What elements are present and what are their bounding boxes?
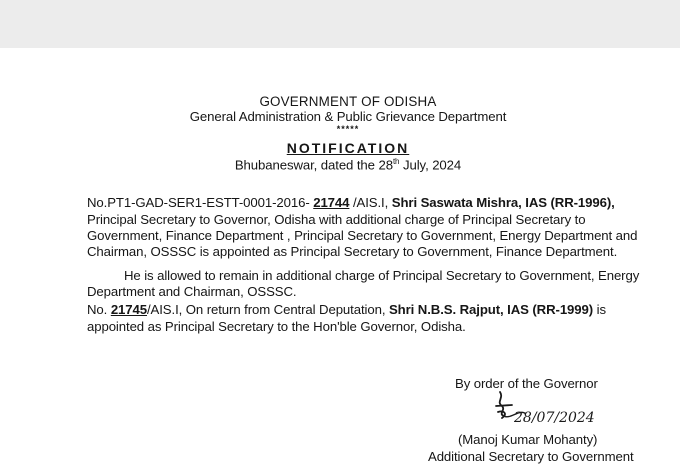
order1-para2-line1: He is allowed to remain in additional charge of Principal Secretary to Government, Energy — [124, 268, 640, 283]
separator-stars: ***** — [336, 124, 360, 134]
order2-suffix: is — [596, 302, 606, 317]
order2-line2: appointed as Principal Secretary to the Hon'ble Governor, Odisha. — [87, 319, 466, 334]
order1-number: 21744 — [313, 195, 350, 210]
signatory-designation: Additional Secretary to Government — [428, 449, 634, 464]
order2-officer-name: Shri N.B.S. Rajput, IAS (RR-1999) — [388, 302, 594, 317]
order1-line2: Principal Secretary to Governor, Odisha with additional charge of Principal Secretary to — [87, 212, 586, 227]
order1-officer-name: Shri Saswata Mishra, IAS (RR-1996), — [391, 195, 615, 210]
order2-line1 — [87, 302, 606, 318]
order1-line4: Chairman, OSSSC is appointed as Principal Secretary to Government, Finance Department. — [87, 244, 618, 259]
order1-ref-prefix: No.PT1-GAD-SER1-ESTT-0001-2016- — [87, 195, 310, 210]
top-margin-bar — [0, 0, 680, 48]
order1-line3: Government, Finance Department , Principal Secretary to Government, Energy Department and — [87, 228, 638, 243]
dated-line: Bhubaneswar, dated the 28th July, 2024 — [234, 157, 462, 173]
document-paper — [0, 48, 680, 467]
department-heading: General Administration & Public Grievance Department — [189, 109, 507, 124]
handwritten-date: 28/07/2024 — [514, 410, 595, 426]
order2-prefix: No. — [87, 302, 108, 317]
order1-line1 — [87, 195, 615, 211]
government-heading: GOVERNMENT OF ODISHA — [259, 94, 437, 109]
by-order-line: By order of the Governor — [455, 376, 598, 391]
notification-title: NOTIFICATION — [286, 140, 410, 156]
order1-para2-line2: Department and Chairman, OSSSC. — [87, 284, 297, 299]
order2-number: 21745 — [110, 302, 147, 317]
signatory-name: (Manoj Kumar Mohanty) — [458, 432, 598, 447]
order2-middle: /AIS.I, On return from Central Deputation, — [146, 302, 386, 317]
order1-ref-suffix: /AIS.I, — [352, 195, 389, 210]
